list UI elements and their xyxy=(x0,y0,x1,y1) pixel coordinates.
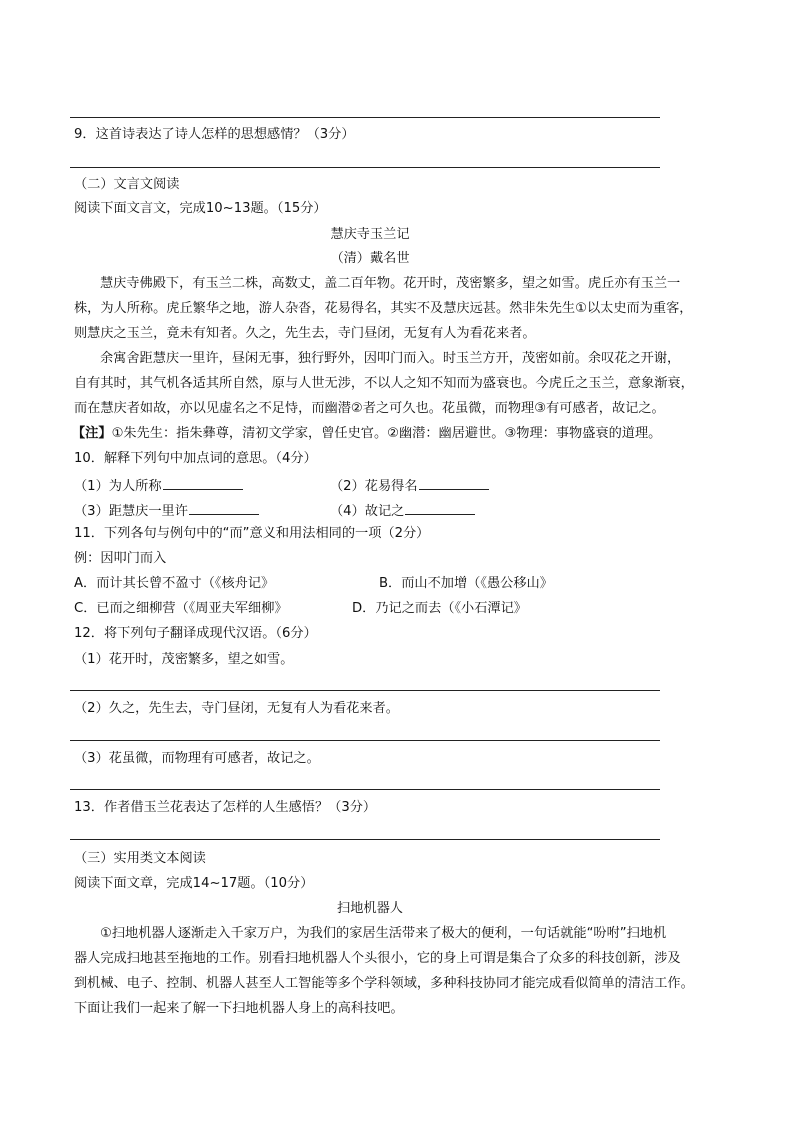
passage-line: 余寓舍距慧庆一里许，昼闲无事，独行野外，因叩门而入。时玉兰方开，茂密如前。余叹花之开谢， xyxy=(100,351,681,366)
q11-option-a[interactable]: A．而计其长曾不盈寸（《核舟记》 xyxy=(74,576,275,591)
q12-item: （2）久之，先生去，寺门昼闭，无复有人为看花来者。 xyxy=(74,701,399,716)
fill-blank[interactable] xyxy=(189,500,259,515)
question-11: 11．下列各句与例句中的“而”意义和用法相同的一项（2分） xyxy=(74,526,430,541)
passage-line: ①扫地机器人逐渐走入千家万户，为我们的家居生活带来了极大的便利，一句话就能“吩咐”扫地机 xyxy=(100,926,667,941)
passage-line: 株，为人所称。虎丘繁华之地，游人杂沓，花易得名，其实不及慧庆远甚。然非朱先生①以太史而为重客， xyxy=(74,301,693,316)
q11-option-b[interactable]: B．而山不加增（《愚公移山》 xyxy=(379,576,553,591)
passage-line: 到机械、电子、控制、机器人甚至人工智能等多个学科领域，多种科技协同才能完成看似简单的清洁工作。 xyxy=(74,976,694,991)
section-heading: （二）文言文阅读 xyxy=(74,177,180,192)
q10-item[interactable]: （4）故记之 xyxy=(330,500,475,521)
answer-line[interactable] xyxy=(70,740,660,741)
passage-title: 慧庆寺玉兰记 xyxy=(330,227,410,242)
passage-line: 则慧庆之玉兰，竟未有知者。久之，先生去，寺门昼闭，无复有人为看花来者。 xyxy=(74,326,536,341)
passage-line: 下面让我们一起来了解一下扫地机器人身上的高科技吧。 xyxy=(74,1001,404,1016)
passage-line: 而在慧庆者如故，亦以见虚名之不足恃，而幽潜②者之可久也。花虽微，而物理③有可感者，故记之。 xyxy=(74,401,665,416)
question-12: 12．将下列句子翻译成现代汉语。（6分） xyxy=(74,626,317,641)
question-9: 9．这首诗表达了诗人怎样的思想感情？（3分） xyxy=(74,127,355,142)
answer-line[interactable] xyxy=(70,690,660,691)
passage-line: 慧庆寺佛殿下，有玉兰二株，高数丈，盖二百年物。花开时，茂密繁多，望之如雪。虎丘亦有玉兰一 xyxy=(100,276,681,291)
q12-item: （1）花开时，茂密繁多，望之如雪。 xyxy=(74,652,294,667)
answer-line xyxy=(70,117,660,118)
question-13: 13．作者借玉兰花表达了怎样的人生感悟？（3分） xyxy=(74,800,377,815)
answer-line xyxy=(70,167,660,168)
passage-author: （清）戴名世 xyxy=(330,251,410,266)
footnote xyxy=(72,425,661,443)
q10-item[interactable]: （2）花易得名 xyxy=(330,475,489,496)
section-heading: （三）实用类文本阅读 xyxy=(74,851,206,866)
fill-blank[interactable] xyxy=(163,475,243,490)
question-10: 10．解释下列句中加点词的意思。（4分） xyxy=(74,451,317,466)
q11-option-d[interactable]: D．乃记之而去（《小石潭记》 xyxy=(352,601,527,616)
q10-item[interactable]: （3）距慧庆一里许 xyxy=(74,500,259,521)
section-instruction: 阅读下面文章，完成14~17题。（10分） xyxy=(74,876,314,891)
section-instruction: 阅读下面文言文，完成10~13题。（15分） xyxy=(74,201,327,216)
q10-item[interactable]: （1）为人所称 xyxy=(74,475,243,496)
answer-line[interactable] xyxy=(70,839,660,840)
passage-line: 自有其时，其气机各适其所自然，原与人世无涉，不以人之知不知而为盛衰也。今虎丘之玉兰，意象渐衰， xyxy=(74,376,694,391)
answer-line[interactable] xyxy=(70,789,660,790)
footnote-text: ①朱先生：指朱彝尊，清初文学家，曾任史官。②幽潜：幽居避世。③物理：事物盛衰的道理。 xyxy=(111,426,662,441)
passage-title: 扫地机器人 xyxy=(337,901,403,916)
passage-line: 器人完成扫地甚至拖地的工作。别看扫地机器人个头很小，它的身上可谓是集合了众多的科技创新，涉及 xyxy=(74,951,681,966)
q11-example: 例：因叩门而入 xyxy=(74,551,167,566)
q11-option-c[interactable]: C．已而之细柳营（《周亚夫军细柳》 xyxy=(74,601,288,616)
fill-blank[interactable] xyxy=(405,500,475,515)
footnote-label: 【注】 xyxy=(72,426,112,441)
fill-blank[interactable] xyxy=(419,475,489,490)
q12-item: （3）花虽微，而物理有可感者，故记之。 xyxy=(74,751,320,766)
